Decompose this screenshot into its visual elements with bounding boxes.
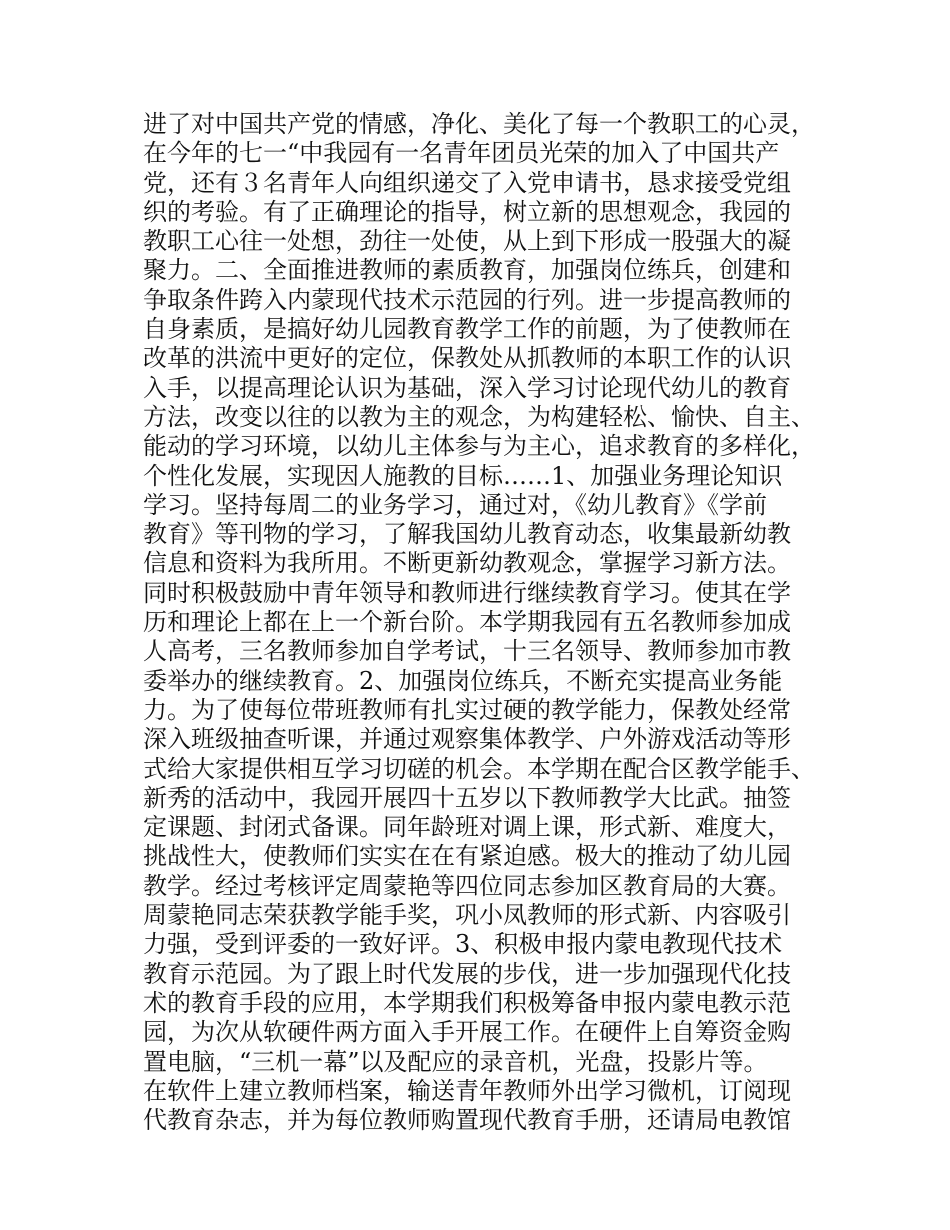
text-line-26: 挑战性大，使教师们实实在在有紧迫感。极大的推动了幼儿园 [143, 842, 791, 871]
text-line-14: 学习。坚持每周二的业务学习，通过对，《幼儿教育》《学前 [143, 490, 767, 519]
body-text [143, 110, 823, 1135]
text-line-25: 定课题、封闭式备课。同年龄班对调上课，形式新、难度大， [143, 813, 791, 842]
text-line-7: 争取条件跨入内蒙现代技术示范园的行列。进一步提高教师的 [143, 285, 791, 314]
text-line-28: 周蒙艳同志荣获教学能手奖，巩小凤教师的形式新、内容吸引 [143, 901, 791, 930]
text-line-6: 聚力。二、全面推进教师的素质教育，加强岗位练兵，创建和 [143, 256, 791, 285]
text-line-29: 力强，受到评委的一致好评。3、积极申报内蒙电教现代技术 [143, 930, 783, 959]
text-line-32: 园，为次从软硬件两方面入手开展工作。在硬件上自筹资金购 [143, 1018, 791, 1047]
text-line-33: 置电脑，“三机一幕”以及配应的录音机，光盘，投影片等。 [143, 1047, 768, 1076]
text-line-27: 教学。经过考核评定周蒙艳等四位同志参加区教育局的大赛。 [143, 871, 791, 900]
text-line-35: 代教育杂志，并为每位教师购置现代教育手册，还请局电教馆 [143, 1106, 791, 1135]
text-line-13: 个性化发展，实现因人施教的目标……1、加强业务理论知识 [143, 461, 783, 490]
text-line-17: 同时积极鼓励中青年领导和教师进行继续教育学习。使其在学 [143, 578, 791, 607]
text-line-34: 在软件上建立教师档案，输送青年教师外出学习微机，订阅现 [143, 1076, 791, 1105]
text-line-11: 方法，改变以往的以教为主的观念，为构建轻松、愉快、自主、 [143, 402, 815, 431]
text-line-31: 术的教育手段的应用，本学期我们积极筹备申报内蒙电教示范 [143, 988, 791, 1017]
text-line-10: 入手，以提高理论认识为基础，深入学习讨论现代幼儿的教育 [143, 373, 791, 402]
text-line-12: 能动的学习环境，以幼儿主体参与为主心，追求教育的多样化， [143, 432, 815, 461]
text-line-24: 新秀的活动中，我园开展四十五岁以下教师教学大比武。抽签 [143, 783, 791, 812]
text-line-15: 教育》等刊物的学习，了解我国幼儿教育动态，收集最新幼教 [143, 520, 791, 549]
text-line-8: 自身素质，是搞好幼儿园教育教学工作的前题，为了使教师在 [143, 315, 791, 344]
text-line-1: 进了对中国共产党的情感，净化、美化了每一个教职工的心灵， [143, 110, 815, 138]
text-line-2: 在今年的七一“中我园有一名青年团员光荣的加入了中国共产 [143, 139, 780, 168]
text-line-30: 教育示范园。为了跟上时代发展的步伐，进一步加强现代化技 [143, 959, 791, 988]
text-line-4: 织的考验。有了正确理论的指导，树立新的思想观念，我园的 [143, 197, 791, 226]
text-line-23: 式给大家提供相互学习切磋的机会。本学期在配合区教学能手、 [143, 754, 815, 783]
text-line-18: 历和理论上都在上一个新台阶。本学期我园有五名教师参加成 [143, 608, 791, 637]
text-line-20: 委举办的继续教育。2、加强岗位练兵，不断充实提高业务能 [143, 666, 783, 695]
text-line-19: 人高考，三名教师参加自学考试，十三名领导、教师参加市教 [143, 637, 791, 666]
text-line-16: 信息和资料为我所用。不断更新幼教观念，掌握学习新方法。 [143, 549, 791, 578]
text-line-22: 深入班级抽查听课，并通过观察集体教学、户外游戏活动等形 [143, 725, 791, 754]
text-line-9: 改革的洪流中更好的定位，保教处从抓教师的本职工作的认识 [143, 344, 791, 373]
text-line-3: 党，还有３名青年人向组织递交了入党申请书，恳求接受党组 [143, 168, 791, 197]
text-line-21: 力。为了使每位带班教师有扎实过硬的教学能力，保教处经常 [143, 695, 791, 724]
text-line-5: 教职工心往一处想，劲往一处使，从上到下形成一股强大的凝 [143, 227, 791, 256]
